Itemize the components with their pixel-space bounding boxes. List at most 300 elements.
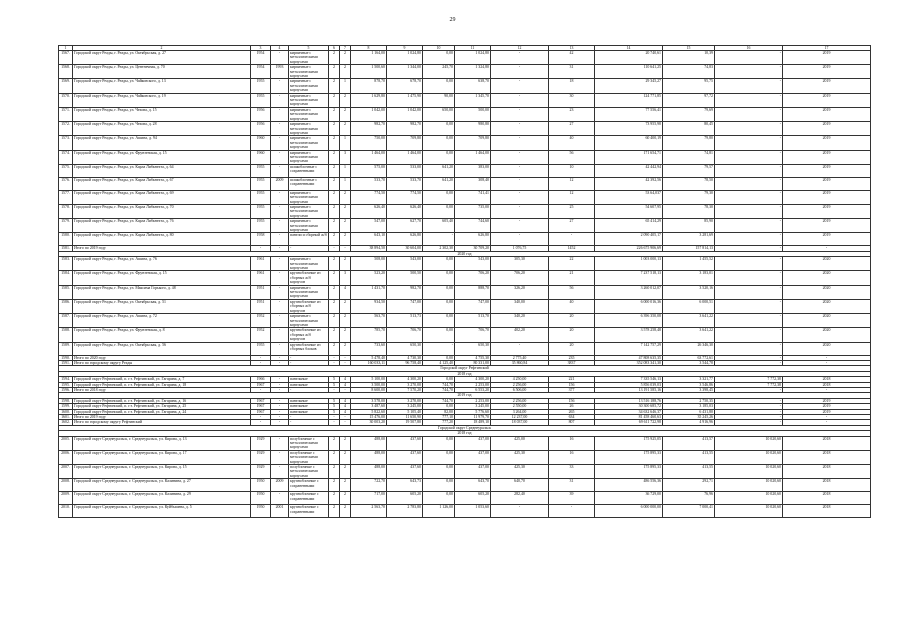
table-cell: 2 (340, 65, 351, 79)
table-cell: 0,00 (423, 150, 455, 164)
table-cell: - (491, 65, 549, 79)
table-cell: 747,00 (455, 299, 491, 313)
table-cell: 2 (340, 492, 351, 505)
table-cell: 1929 (251, 436, 271, 450)
table-cell: панельные (289, 404, 329, 409)
table-cell: 21 (549, 271, 595, 285)
table-cell: 2 (340, 465, 351, 479)
table-row (59, 190, 871, 204)
table-cell: 2 (340, 122, 351, 136)
table-cell: - (271, 219, 289, 233)
column-number: 17 (783, 46, 871, 51)
table-cell: Городской округ Реады, г. Реады, ул. Октябрьская, д. 51 (73, 299, 251, 313)
table-cell: 744,70 (423, 398, 455, 403)
table-cell: - (715, 79, 783, 93)
table-cell: 1967 (251, 404, 271, 409)
table-cell: 2018 (783, 436, 871, 450)
table-cell: 96 758,40 (387, 360, 423, 365)
table-cell: 1 164,00 (351, 51, 387, 65)
table-cell: 97,72 (663, 93, 715, 107)
table-cell: 2019 (783, 233, 871, 246)
table-cell: - (340, 415, 351, 420)
table-cell: 5 (329, 409, 340, 414)
table-cell: - (271, 420, 289, 425)
table-row (59, 219, 871, 233)
table-cell: 650,00 (423, 107, 455, 121)
table-cell: 717,00 (351, 492, 387, 505)
table-cell: - (271, 299, 289, 313)
table-cell: Городской округ Реады, г. Реады, ул. Чайковского, д. 19 (73, 93, 251, 107)
table-cell: 1572. (59, 122, 73, 136)
table-cell: 413,57 (663, 436, 715, 450)
table-cell: - (340, 387, 351, 392)
table-row (59, 342, 871, 355)
table-cell: 2 (329, 93, 340, 107)
table-cell: 750,00 (351, 136, 387, 150)
table-cell: 7 237 518,13 (595, 271, 663, 285)
table-cell: 60 400,19 (595, 136, 663, 150)
table-cell: 0,00 (423, 465, 455, 479)
table-cell: 2019 (783, 107, 871, 121)
table-cell: 30 300 685,72 (595, 404, 663, 409)
table-cell: 2 (340, 107, 351, 121)
table-cell: - (491, 505, 549, 518)
table-cell: 523,20 (351, 271, 387, 285)
table-cell: Городской округ Реады, г. Реады, ул. Чехова, д. 15 (73, 107, 251, 121)
table-cell: - (271, 285, 289, 299)
table-cell: - (715, 355, 783, 360)
table-cell: - (715, 177, 783, 190)
table-cell: 1 324,80 (455, 65, 491, 79)
table-cell: 4 250,00 (491, 377, 549, 382)
table-cell: 2020 (783, 285, 871, 299)
table-cell: кирпичные с металлическими корпусами (289, 65, 329, 79)
table-cell: 437,60 (387, 465, 423, 479)
table-cell: - (251, 420, 271, 425)
table-row (59, 65, 871, 79)
table-cell: кирпичные с металлическими корпусами (289, 51, 329, 65)
section-heading: 2018 год (59, 431, 871, 436)
table-cell: - (271, 233, 289, 246)
table-cell: - (329, 387, 340, 392)
table-cell: 42 442,94 (595, 164, 663, 177)
table-cell: 650,30 (387, 342, 423, 355)
table-row (59, 150, 871, 164)
table-cell: 2 (329, 314, 340, 328)
table-cell: - (715, 398, 783, 403)
table-cell: 2019 (783, 93, 871, 107)
table-cell: 741,41 (455, 190, 491, 204)
table-cell: 3 264,00 (491, 409, 549, 414)
table-cell: 2019 (783, 65, 871, 79)
table-cell: 1580. (59, 233, 73, 246)
table-cell: 1 126,00 (423, 505, 455, 518)
table-cell: 5 478,40 (351, 355, 387, 360)
table-cell: Итого по 2019 году (73, 415, 251, 420)
table-cell: 42 392,56 (595, 177, 663, 190)
table-cell: - (271, 51, 289, 65)
table-cell: 3 281,69 (663, 233, 715, 246)
table-cell: 4 300,20 (455, 377, 491, 382)
table-cell: 4 730,30 (387, 355, 423, 360)
table-cell: 5 (329, 404, 340, 409)
table-cell: 563,70 (351, 314, 387, 328)
column-number: 12 (491, 46, 549, 51)
table-cell: 42 (549, 51, 595, 65)
table-cell: 33 (549, 465, 595, 479)
table-cell: 39 (549, 492, 595, 505)
table-cell: 30 (549, 93, 595, 107)
table-cell: 11 650,90 (387, 415, 423, 420)
table-cell: 735,00 (455, 204, 491, 218)
table-cell: 3 641,22 (663, 314, 715, 328)
table-cell: 1 500,60 (351, 65, 387, 79)
table-row (59, 328, 871, 342)
table-cell: - (251, 415, 271, 420)
table-cell: 3 183,01 (663, 271, 715, 285)
table-cell: 1955 (251, 204, 271, 218)
table-cell: кирпичные с металлическими корпусами (289, 314, 329, 328)
table-cell: - (271, 328, 289, 342)
table-cell: 1 053,60 (455, 505, 491, 518)
table-cell: Городской округ Среднеуральск, г. Среднеуральск, ул. Калинина, д. 27 (73, 479, 251, 492)
table-cell: 2009 (271, 177, 289, 190)
table-cell: 1452 (549, 246, 595, 251)
table-cell: 12 237,00 (491, 415, 549, 420)
table-cell: 77 556,41 (595, 107, 663, 121)
table-cell: 2019 (783, 164, 871, 177)
table-cell: 486 556,36 (595, 479, 663, 492)
table-cell: 650,30 (455, 342, 491, 355)
table-cell: 500,50 (387, 271, 423, 285)
table-cell: 1 464,00 (455, 150, 491, 164)
table-cell: 2 090 405,17 (595, 233, 663, 246)
table-cell: 20 740,61 (595, 51, 663, 65)
table-cell: 1584. (59, 271, 73, 285)
table-cell: 4 125,40 (423, 360, 455, 365)
table-cell: 69 611 722,98 (595, 420, 663, 425)
table-cell: панельные (289, 398, 329, 403)
table-cell: - (271, 204, 289, 218)
table-cell: 1 464,00 (387, 150, 423, 164)
table-cell: 4 (340, 398, 351, 403)
table-cell: - (271, 136, 289, 150)
table-cell: Итого по 2018 году (73, 387, 251, 392)
table-cell: - (491, 219, 549, 233)
table-cell: 5 776,60 (455, 409, 491, 414)
table-row (59, 164, 871, 177)
table-cell: 747,00 (387, 299, 423, 313)
table-cell: 7 335 546,13 (595, 377, 663, 382)
section-heading: 2018 год (59, 371, 871, 376)
table-cell: 7 000,41 (663, 505, 715, 518)
table-cell: - (491, 93, 549, 107)
table-cell: - (289, 360, 329, 365)
table-cell: 1574. (59, 150, 73, 164)
table-cell: 1 076,75 (491, 246, 549, 251)
table-cell: 2007. (59, 465, 73, 479)
table-cell: 2020 (783, 314, 871, 328)
table-cell: 63 772,61 (663, 355, 715, 360)
table-cell: 2 (329, 505, 340, 518)
table-cell: Итого по городскому округу Рефтинский (73, 420, 251, 425)
table-cell: - (491, 107, 549, 121)
table-cell: 10 020,60 (715, 505, 783, 518)
table-cell: 221 (549, 377, 595, 382)
table-cell: 2019 (783, 409, 871, 414)
table-cell: 5 105,40 (387, 409, 423, 414)
table-cell: 80 331,00 (455, 360, 491, 365)
table-cell: - (271, 382, 289, 387)
table-cell: - (271, 246, 289, 251)
table-cell: 2 (329, 257, 340, 271)
table-cell: Городской округ Реады, г. Реады, ул. Октябрьская, д. 27 (73, 51, 251, 65)
table-cell: - (329, 360, 340, 365)
table-cell: 79,30 (663, 190, 715, 204)
table-row (59, 479, 871, 492)
table-cell: 2 (329, 177, 340, 190)
table-cell: - (329, 420, 340, 425)
table-cell: 40 (549, 136, 595, 150)
column-number: 7 (340, 46, 351, 51)
table-cell: 110 641,25 (595, 65, 663, 79)
table-cell: Городской округ Среднеуральск, г. Среднеуральск, ул. Калинина, д. 29 (73, 492, 251, 505)
table-cell: 0,00 (423, 328, 455, 342)
table-cell: 2 (340, 299, 351, 313)
table-cell: 383,00 (455, 164, 491, 177)
table-cell: Городской округ Рефтинский, п. г.т. Рефтинский, ул. Гагарина, д. 25 (73, 404, 251, 409)
column-number: 5 (289, 46, 329, 51)
table-cell: - (271, 79, 289, 93)
table-cell: - (271, 150, 289, 164)
table-cell: 1 (340, 79, 351, 93)
table-cell: 5 822,60 (351, 409, 387, 414)
table-cell: Городской округ Реады, г. Реады, ул. Карла Либкнехта, д. 69 (73, 190, 251, 204)
table-cell: 27 (549, 219, 595, 233)
table-cell: - (715, 271, 783, 285)
table-cell: - (783, 387, 871, 392)
table-cell: 2 775,40 (491, 355, 549, 360)
section-heading: Городской округ Рефтинский (59, 366, 871, 371)
table-cell: 437,00 (455, 436, 491, 450)
table-cell: 3 (340, 150, 351, 164)
table-cell: 1 629,80 (351, 93, 387, 107)
table-cell: 3 270,00 (387, 398, 423, 403)
table-cell: 1586. (59, 299, 73, 313)
table-cell: 1590. (59, 355, 73, 360)
table-cell: 292,71 (663, 479, 715, 492)
table-cell: 547,00 (351, 219, 387, 233)
table-cell: 18 (549, 79, 595, 93)
table-cell: 0,00 (423, 492, 455, 505)
table-cell: 4 (340, 382, 351, 387)
table-cell: 0,00 (423, 190, 455, 204)
table-cell: 2 256,00 (491, 398, 549, 403)
table-cell: - (271, 93, 289, 107)
table-cell: крупноблочные с сохраненными (289, 505, 329, 518)
table-cell: 1601. (59, 415, 73, 420)
table-cell: - (491, 233, 549, 246)
table-cell: 3 500,00 (351, 382, 387, 387)
table-cell: 2 (329, 285, 340, 299)
table-cell: 124 771,85 (595, 93, 663, 107)
table-cell: 78,50 (663, 177, 715, 190)
table-cell: 2019 (783, 79, 871, 93)
column-number: 10 (423, 46, 455, 51)
table-cell: - (329, 246, 340, 251)
table-cell: 2 (340, 233, 351, 246)
table-cell: Городской округ Реады, г. Реады, ул. Карла Либкнехта, д. 76 (73, 219, 251, 233)
table-cell: 2 (329, 164, 340, 177)
table-cell: 1 042,00 (351, 107, 387, 121)
table-cell: 10 020,60 (715, 450, 783, 464)
table-cell: 626,80 (387, 233, 423, 246)
table-cell: 5 (329, 377, 340, 382)
table-cell: 3 544,78 (663, 360, 715, 365)
table-cell: 643,10 (351, 233, 387, 246)
section-heading: Городской округ Среднеуральск (59, 425, 871, 430)
table-cell: - (783, 360, 871, 365)
table-cell: 1950 (251, 492, 271, 505)
table-cell: кирпичные с металлическими корпусами (289, 219, 329, 233)
table-cell: 1570. (59, 93, 73, 107)
housing-register-table (58, 45, 871, 518)
table-cell: 2020 (783, 299, 871, 313)
table-cell: 15 476,00 (351, 415, 387, 420)
table-cell: 79,69 (663, 107, 715, 121)
table-cell: 3 520,16 (663, 285, 715, 299)
table-cell: 12 (549, 177, 595, 190)
column-number: 3 (251, 46, 271, 51)
table-cell: 2019 (783, 177, 871, 190)
table-cell: - (271, 164, 289, 177)
table-cell: 20 (549, 342, 595, 355)
table-row (59, 314, 871, 328)
table-cell: 1 042,00 (387, 107, 423, 121)
table-cell: 2 253,00 (455, 382, 491, 387)
table-cell: 1 455,52 (663, 257, 715, 271)
table-cell: Городской округ Рефтинский, п. г.т. Рефтинский, ул. Гагарина, д. 18 (73, 382, 251, 387)
table-cell: - (491, 204, 549, 218)
table-cell: Городской округ Реады, г. Реады, ул. Карла Либкнехта, д. 67 (73, 177, 251, 190)
table-cell: 6 431,80 (663, 409, 715, 414)
column-number: 15 (663, 46, 715, 51)
column-number: 4 (271, 46, 289, 51)
table-cell: - (783, 420, 871, 425)
table-cell: 488,00 (351, 436, 387, 450)
table-cell: 16 (549, 436, 595, 450)
table-cell: 1993 (271, 65, 289, 79)
table-cell: 20 (549, 328, 595, 342)
table-cell: 709,80 (387, 136, 423, 150)
table-cell: 3 245,00 (387, 404, 423, 409)
table-cell: 1599. (59, 404, 73, 409)
table-cell: 1954 (251, 51, 271, 65)
table-cell: 56 (549, 150, 595, 164)
table-cell: 3837 (549, 360, 595, 365)
table-cell: 6 396 350,08 (595, 314, 663, 328)
table-cell: кирпичные с металлическими корпусами (289, 136, 329, 150)
table-row (59, 177, 871, 190)
table-cell: 4 (340, 377, 351, 382)
table-cell: Городской округ Реады, г. Реады, ул. Карла Либкнехта, д. 80 (73, 233, 251, 246)
table-row (59, 204, 871, 218)
table-cell: - (271, 360, 289, 365)
table-cell: 2018 (783, 465, 871, 479)
table-cell: 982,70 (351, 122, 387, 136)
table-cell: 175 895,33 (595, 450, 663, 464)
table-cell: - (271, 107, 289, 121)
table-cell: 340,00 (491, 299, 549, 313)
table-cell: 1952 (251, 314, 271, 328)
table-cell: 308,40 (455, 177, 491, 190)
table-cell: 80,45 (663, 122, 715, 136)
table-cell: 2009. (59, 492, 73, 505)
table-cell: 175 925,05 (595, 436, 663, 450)
table-cell: 807 (549, 420, 595, 425)
table-cell: 0,00 (423, 436, 455, 450)
table-cell: 352 083 341,30 (595, 360, 663, 365)
table-cell: - (491, 150, 549, 164)
table-cell: - (271, 409, 289, 414)
table-cell: Городской округ Реады, г. Реады, ул. Карла Либкнехта, д. 64 (73, 164, 251, 177)
column-number: 9 (387, 46, 423, 51)
table-cell: - (271, 387, 289, 392)
table-cell: 11 979,70 (455, 415, 491, 420)
table-cell: 4 (340, 285, 351, 299)
table-cell: Городской округ Реады, г. Реады, ул. Фрунзенская, д. 15 (73, 150, 251, 164)
table-cell: 1956 (251, 122, 271, 136)
table-cell: 1 024,80 (455, 51, 491, 65)
section-heading: 2020 год (59, 251, 871, 256)
table-cell: кирпичные с металлическими корпусами (289, 122, 329, 136)
table-cell: - (715, 257, 783, 271)
table-cell: 1594. (59, 377, 73, 382)
table-cell: 2 (329, 450, 340, 464)
table-cell: 1955 (251, 219, 271, 233)
table-cell: 0,00 (423, 79, 455, 93)
table-cell: 605,20 (387, 492, 423, 505)
table-cell: 1958 (251, 233, 271, 246)
table-cell: 18 489,10 (455, 420, 491, 425)
table-cell: 27 (549, 122, 595, 136)
table-cell: 982,70 (387, 285, 423, 299)
column-number: 11 (455, 46, 491, 51)
table-cell: 34 632 646,37 (595, 409, 663, 414)
table-cell: 2 750,35 (663, 398, 715, 403)
table-cell: - (715, 122, 783, 136)
table-cell: 2009 (271, 479, 289, 492)
table-cell: кирпичные с металлическими корпусами (289, 79, 329, 93)
table-cell: крупноблочные из сборных ж/б корпусов (289, 299, 329, 313)
table-row (59, 233, 871, 246)
table-cell: - (329, 415, 340, 420)
table-cell: 2 (329, 107, 340, 121)
table-cell: кирпичные с металлическими корпусами (289, 204, 329, 218)
table-cell: 53 64,037 (595, 190, 663, 204)
table-cell: 706,20 (491, 271, 549, 285)
table-cell: 2018 (783, 492, 871, 505)
table-cell: - (715, 285, 783, 299)
table-cell: 13 191 585,16 (595, 387, 663, 392)
table-cell: - (491, 136, 549, 150)
table-cell: Городской округ Рефтинский, п. г.т. Рефтинский, ул. Гагарина, д. 16 (73, 398, 251, 403)
table-cell: 20 (549, 314, 595, 328)
table-cell: 0,00 (423, 257, 455, 271)
table-cell: 488,00 (351, 450, 387, 464)
table-cell: 1598. (59, 398, 73, 403)
table-cell: 82,00 (423, 409, 455, 414)
